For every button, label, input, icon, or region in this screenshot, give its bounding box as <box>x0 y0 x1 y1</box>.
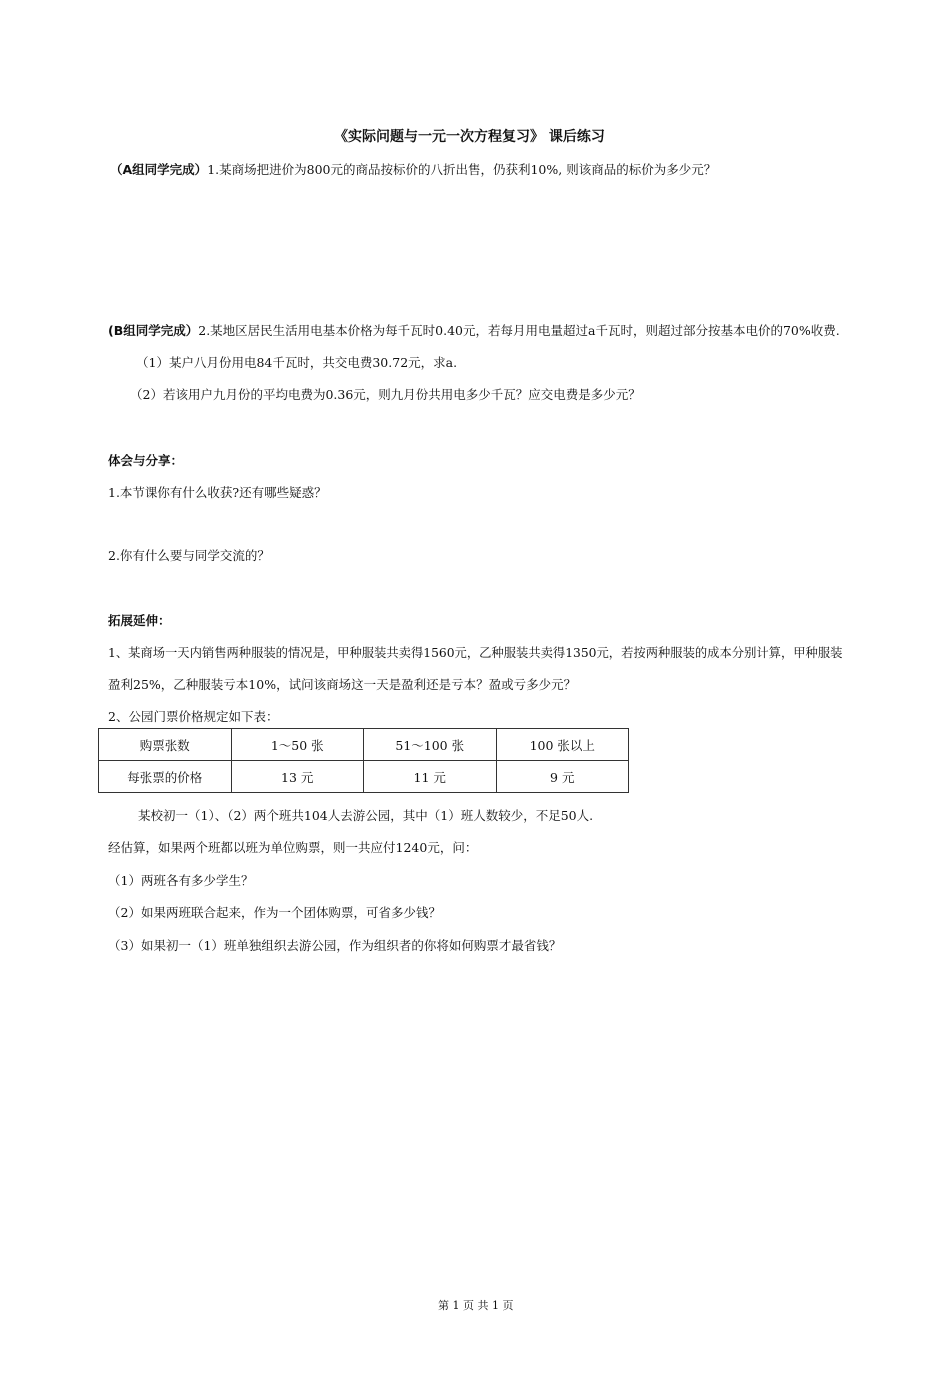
extension-q3: （3）如果初一（1）班单独组织去游公园，作为组织者的你将如何购票才最省钱？ <box>108 938 562 953</box>
question-b-part2: （2）若该用户九月份的平均电费为0.36元，则九月份共用电多少千瓦？应交电费是多少元？ <box>130 387 641 402</box>
table-cell: 100 张以上 <box>496 729 629 761</box>
question-b <box>108 323 840 339</box>
table-row <box>99 729 629 761</box>
question-b-part1: （1）某户八月份用电84千瓦时，共交电费30.72元，求a. <box>136 355 458 370</box>
table-cell: 每张票的价格 <box>99 761 232 793</box>
extension-p2-intro: 2、公园门票价格规定如下表： <box>108 709 279 724</box>
table-cell: 9 元 <box>496 761 629 793</box>
ticket-price-table <box>98 728 629 793</box>
question-a <box>110 162 716 178</box>
extension-q2: （2）如果两班联合起来，作为一个团体购票，可省多少钱？ <box>108 905 441 920</box>
extension-p1-line2: 盈利25%，乙种服装亏本10%，试问该商场这一天是盈利还是亏本？盈或亏多少元？ <box>108 677 577 692</box>
table-row <box>99 761 629 793</box>
extension-q1: （1）两班各有多少学生？ <box>108 873 254 888</box>
group-b-text: 2.某地区居民生活用电基本价格为每千瓦时0.40元，若每月用电量超过a千瓦时，则超过部分按基本电价的70%收费. <box>198 323 840 338</box>
table-cell: 51～100 张 <box>364 729 497 761</box>
table-cell: 购票张数 <box>99 729 232 761</box>
reflection-q2: 2.你有什么要与同学交流的？ <box>108 548 270 563</box>
group-b-label: (B组同学完成） <box>108 323 199 338</box>
reflection-heading: 体会与分享： <box>108 453 184 468</box>
reflection-q1: 1.本节课你有什么收获?还有哪些疑惑？ <box>108 485 327 500</box>
group-a-text: 1.某商场把进价为800元的商品按标价的八折出售，仍获利10%, 则该商品的标价为多少元？ <box>207 162 717 177</box>
table-cell: 13 元 <box>231 761 364 793</box>
table-cell: 1～50 张 <box>231 729 364 761</box>
page-title: 《实际问题与一元一次方程复习》 课后练习 <box>334 129 605 145</box>
extension-heading: 拓展延伸： <box>108 613 171 628</box>
extension-p2-line2: 经估算，如果两个班都以班为单位购票，则一共应付1240元，问： <box>108 840 478 855</box>
extension-p1-line1: 1、某商场一天内销售两种服装的情况是，甲种服装共卖得1560元，乙种服装共卖得1350元，若按两种服装的成本分别计算，甲种服装 <box>108 646 843 660</box>
group-a-label: （A组同学完成） <box>110 162 208 177</box>
table-cell: 11 元 <box>364 761 497 793</box>
page-footer: 第 1 页 共 1 页 <box>438 1299 514 1312</box>
extension-p2-line1: 某校初一（1）、（2）两个班共104人去游公园，其中（1）班人数较少，不足50人. <box>138 808 594 823</box>
